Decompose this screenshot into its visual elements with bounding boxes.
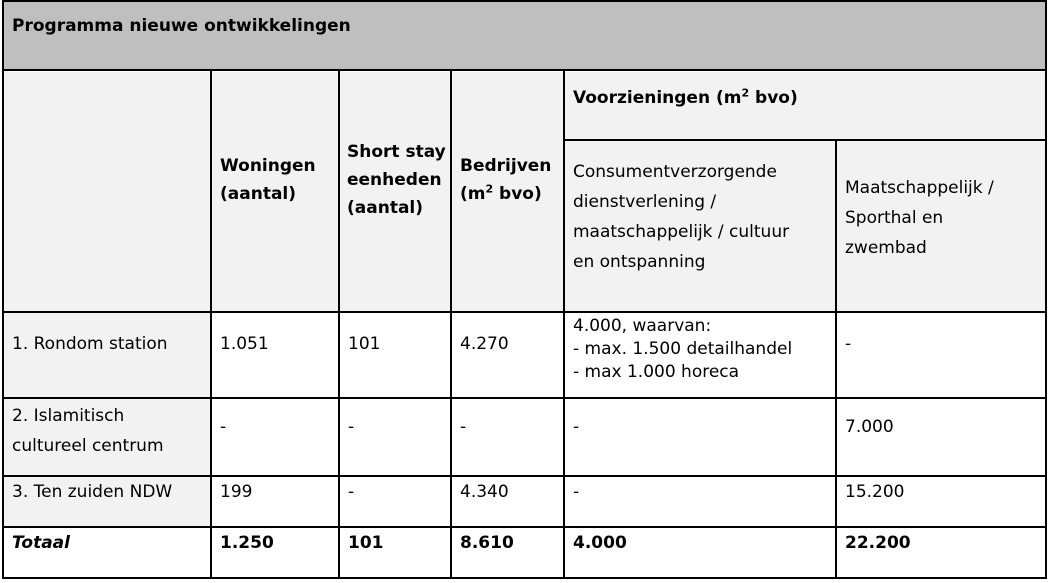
- grid-line: [450, 69, 452, 579]
- grid-line: [338, 69, 340, 579]
- grid-line: [210, 69, 212, 579]
- cell-short-stay: 101: [348, 334, 381, 354]
- cell-woningen: -: [220, 417, 227, 437]
- table-title: Programma nieuwe ontwikkelingen: [2, 2, 1045, 70]
- header-consument: Consumentverzorgende dienstverlening / maatschappelijk / cultuur en ontspanning: [573, 162, 790, 272]
- grid-line: [563, 69, 565, 579]
- grid-line: [835, 139, 837, 579]
- total-short-stay: 101: [348, 533, 384, 553]
- cell-maatschappelijk: 15.200: [845, 482, 905, 502]
- grid-line: [2, 475, 1047, 477]
- header-maatschappelijk: Maatschappelijk / Sporthal en zwembad: [845, 178, 994, 258]
- grid-line: [2, 397, 1047, 399]
- row-label: 1. Rondom station: [12, 334, 168, 354]
- header-woningen: Woningen (aantal): [220, 156, 316, 204]
- row-label: 2. Islamitisch cultureel centrum: [12, 406, 164, 456]
- total-maatschappelijk: 22.200: [845, 533, 911, 553]
- total-label: Totaal: [12, 533, 70, 553]
- total-consument: 4.000: [573, 533, 627, 553]
- cell-short-stay: -: [348, 417, 355, 437]
- cell-bedrijven: 4.270: [460, 334, 509, 354]
- cell-woningen: 1.051: [220, 334, 269, 354]
- grid-line: [2, 69, 1047, 71]
- header-bedrijven: Bedrijven ($m^2$ bvo): [460, 156, 552, 204]
- cell-maatschappelijk: -: [845, 334, 852, 354]
- grid-line: [1045, 0, 1047, 579]
- header-voorzieningen: Voorzieningen ($m^2$ bvo): [573, 86, 798, 108]
- cell-consument: 4.000, waarvan: - max. 1.500 detailhandel - max 1.000 horeca: [573, 316, 793, 382]
- cell-consument: -: [573, 482, 580, 502]
- cell-woningen: 199: [220, 482, 253, 502]
- grid-line: [2, 0, 1047, 2]
- cell-maatschappelijk: 7.000: [845, 417, 894, 437]
- grid-line: [2, 0, 4, 579]
- cell-bedrijven: 4.340: [460, 482, 509, 502]
- total-bedrijven: 8.610: [460, 533, 514, 553]
- total-woningen: 1.250: [220, 533, 274, 553]
- header-short-stay: Short stay eenheden (aantal): [347, 142, 446, 218]
- grid-line: [563, 139, 1047, 141]
- cell-short-stay: -: [348, 482, 355, 502]
- cell-bedrijven: -: [460, 417, 467, 437]
- grid-line: [2, 577, 1047, 579]
- grid-line: [2, 311, 1047, 313]
- grid-line: [2, 526, 1047, 528]
- header-corner-cell: [2, 72, 210, 311]
- cell-consument: -: [573, 417, 580, 437]
- row-label: 3. Ten zuiden NDW: [12, 482, 173, 502]
